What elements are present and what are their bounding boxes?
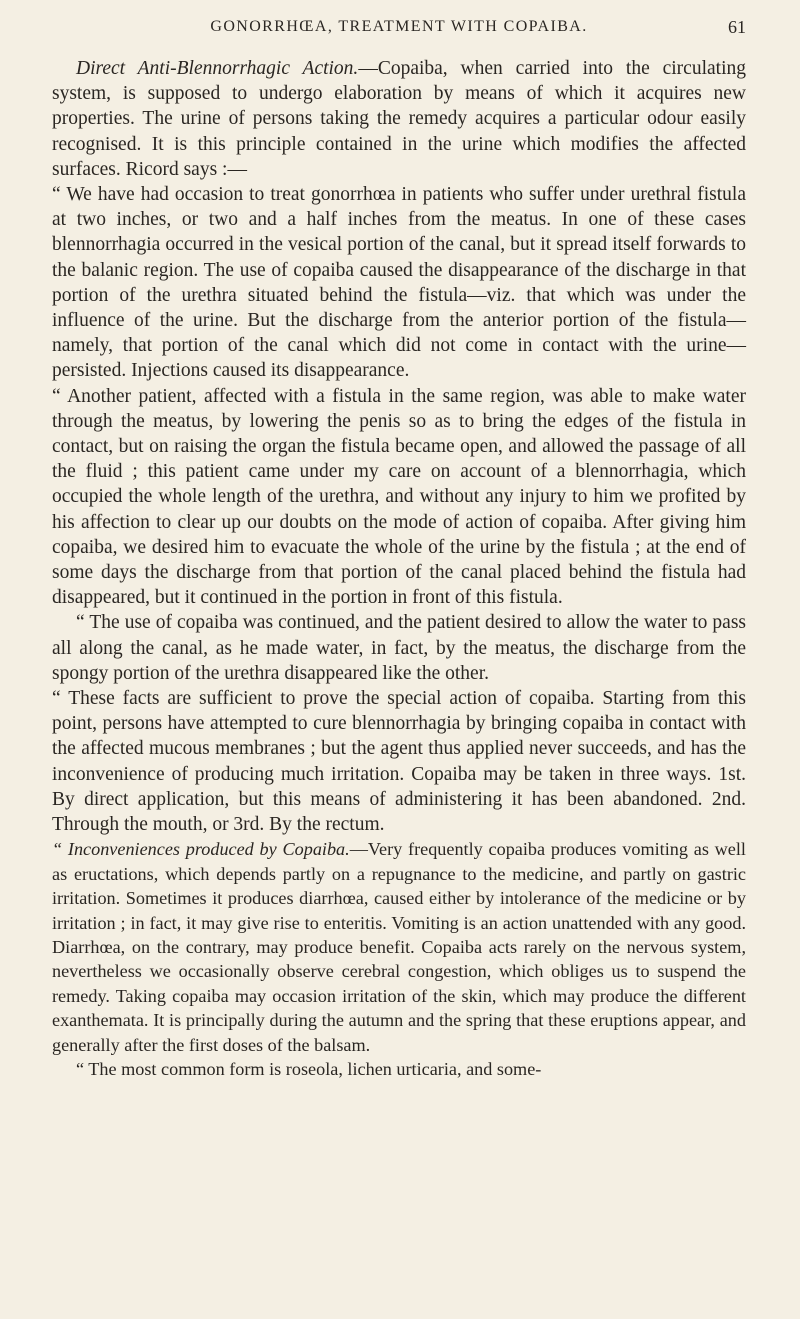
running-title: GONORRHŒA, TREATMENT WITH COPAIBA. bbox=[210, 18, 588, 35]
section-heading-direct-action: Direct Anti-Blennorrhagic Action. bbox=[76, 58, 359, 79]
running-head bbox=[52, 8, 746, 46]
paragraph-ricord-fistula-case bbox=[52, 182, 746, 384]
paragraph-special-action bbox=[52, 686, 746, 837]
body-text bbox=[52, 56, 746, 1081]
paragraph-text: “ Another patient, affected with a fistula in the same region, was able to make water through the meatus, by lowering the penis so as to bring the edges of the fistula in contact, but on raising the organ the fistula became open, and allowed the passage of all the fluid ; this patient came under my care on account of a blennorrhagia, which occupied the whole length of the urethra, and without any injury to him we profited by his affection to clear up our doubts on the mode of action of copaiba. After giving him copaiba, we desired him to evacuate the whole of the urine by the fistula ; at the end of some days the discharge from that portion of the canal placed behind the fistula had disappeared, but it continued in the portion in front of this fistula. bbox=[52, 385, 746, 609]
paragraph-text: —Very frequently copaiba produces vomiting as well as eructations, which depends partly on a repugnance to the medicine, and partly on gastric irritation. Sometimes it produces diarrhœa, caused either by intolerance of the medicine or by irritation ; in fact, it may give rise to enteritis. Vomiting is an action unattended with any good. Diarrhœa, on the contrary, may produce benefit. Copaiba acts rarely on the nervous system, nevertheless we occasionally observe cerebral congestion, which obliges us to suspend the remedy. Taking copaiba may occasion irritation of the skin, which may produce the different exanthemata. It is principally during the autumn and the spring that these eruptions appear, and generally after the first doses of the balsam. bbox=[52, 839, 746, 1055]
paragraph-text: —Copaiba, when carried into the circulating system, is supposed to undergo elaboration by means of which it acquires new properties. The urine of persons taking the remedy acquires a particular odour easily recognised. It is this principle contained in the urine which modifies the affected surfaces. Ricord says :— bbox=[52, 58, 746, 180]
paragraph-second-patient bbox=[52, 384, 746, 611]
paragraph-text: “ These facts are sufficient to prove the special action of copaiba. Starting from this point, persons have attempted to cure blennorrhagia by bringing copaiba in contact with the affected mucous membranes ; but the agent thus applied never succeeds, and has the inconvenience of producing much irritation. Copaiba may be taken in three ways. 1st. By direct application, but this means of administering it has been abandoned. 2nd. Through the mouth, or 3rd. By the rectum. bbox=[52, 688, 746, 836]
paragraph-continued-use bbox=[52, 610, 746, 686]
paragraph-text: “ The use of copaiba was continued, and the patient desired to allow the water to pass all along the canal, as he made water, in fact, by the meatus, the discharge from the spongy portion of the urethra disappeared like the other. bbox=[52, 612, 746, 684]
section-heading-inconveniences: “ Inconveniences produced by Copaiba. bbox=[52, 839, 350, 860]
page-number: 61 bbox=[728, 17, 746, 37]
paragraph-direct-action bbox=[52, 56, 746, 182]
paragraph-common-form bbox=[52, 1057, 746, 1081]
paragraph-text: “ We have had occasion to treat gonorrhœa in patients who suffer under urethral fistula at two inches, or two and a half inches from the meatus. In one of these cases blennorrhagia occurred in the vesical portion of the canal, but it spread itself forwards to the balanic region. The use of copaiba caused the disappearance of the discharge in that portion of the urethra situated behind the fistula—viz. that which was under the influence of the urine. But the discharge from the anterior portion of the fistula—namely, that portion of the canal which did not come in contact with the urine—persisted. Injections caused its disappearance. bbox=[52, 184, 746, 382]
paragraph-text: “ The most common form is roseola, lichen urticaria, and some- bbox=[76, 1058, 542, 1079]
paragraph-inconveniences bbox=[52, 837, 746, 1057]
